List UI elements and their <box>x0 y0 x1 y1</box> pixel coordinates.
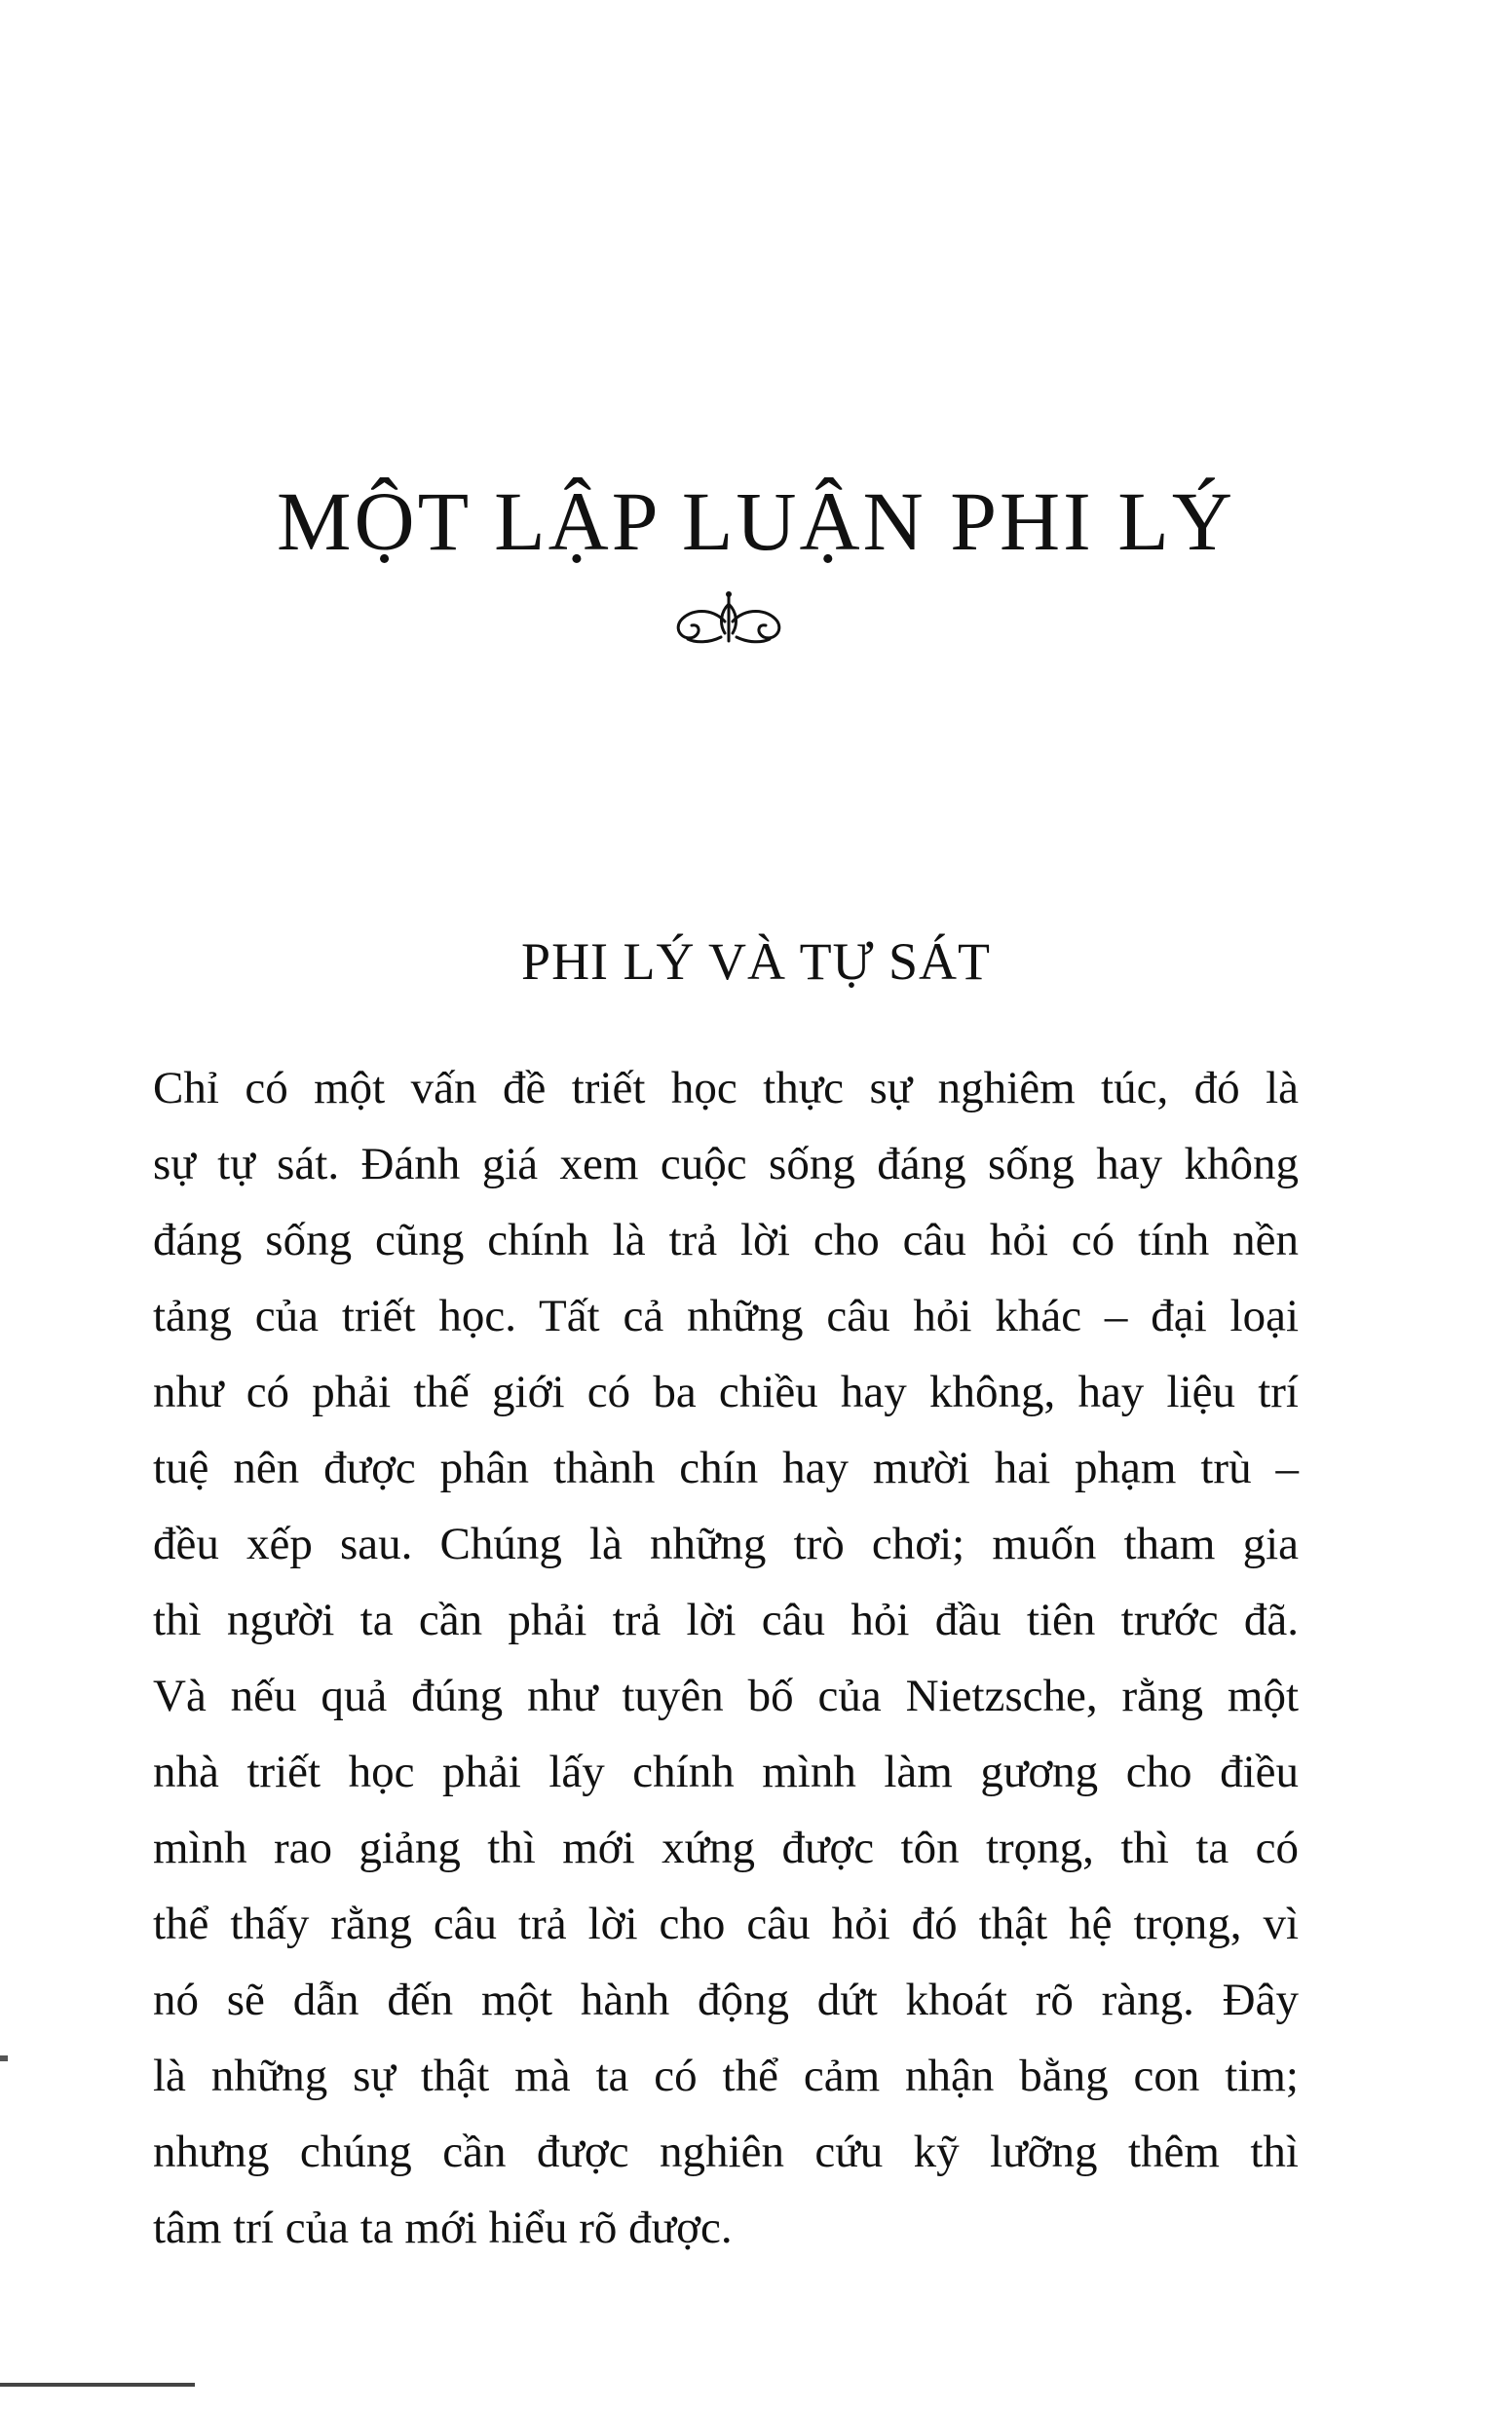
section-title: PHI LÝ VÀ TỰ SÁT <box>521 932 991 991</box>
scan-edge-line <box>0 2383 195 2387</box>
paragraph-line: đều xếp sau. Chúng là những trò chơi; muốn tham gia <box>153 1519 1299 1569</box>
chapter-title: MỘT LẬP LUẬN PHI LÝ <box>277 474 1235 568</box>
paragraph-line: nhưng chúng cần được nghiên cứu kỹ lưỡng thêm thì <box>153 2127 1299 2177</box>
paragraph-line: thể thấy rằng câu trả lời cho câu hỏi đó thật hệ trọng, vì <box>153 1899 1299 1949</box>
paragraph-line: như có phải thế giới có ba chiều hay không, hay liệu trí <box>153 1367 1299 1417</box>
paragraph-line: đáng sống cũng chính là trả lời cho câu hỏi có tính nền <box>153 1215 1299 1265</box>
paragraph-line: Chỉ có một vấn đề triết học thực sự nghiêm túc, đó là <box>153 1063 1299 1113</box>
body-paragraph <box>153 1050 1299 2266</box>
paragraph-line: thì người ta cần phải trả lời câu hỏi đầu tiên trước đã. <box>153 1595 1299 1645</box>
fleuron-ornament-icon <box>670 583 787 653</box>
paragraph-line: tảng của triết học. Tất cả những câu hỏi khác – đại loại <box>153 1291 1299 1341</box>
paragraph-line: sự tự sát. Đánh giá xem cuộc sống đáng sống hay không <box>153 1139 1299 1189</box>
paragraph-line: nó sẽ dẫn đến một hành động dứt khoát rõ ràng. Đây <box>153 1975 1299 2025</box>
scan-artifact <box>0 2055 8 2061</box>
paragraph-line: nhà triết học phải lấy chính mình làm gương cho điều <box>153 1747 1299 1797</box>
paragraph-line: tâm trí của ta mới hiểu rõ được. <box>153 2203 733 2253</box>
paragraph-line: Và nếu quả đúng như tuyên bố của Nietzsche, rằng một <box>153 1671 1299 1721</box>
paragraph-line: tuệ nên được phân thành chín hay mười hai phạm trù – <box>153 1443 1299 1493</box>
paragraph-line: mình rao giảng thì mới xứng được tôn trọng, thì ta có <box>153 1823 1299 1873</box>
paragraph-line: là những sự thật mà ta có thể cảm nhận bằng con tim; <box>153 2051 1299 2101</box>
